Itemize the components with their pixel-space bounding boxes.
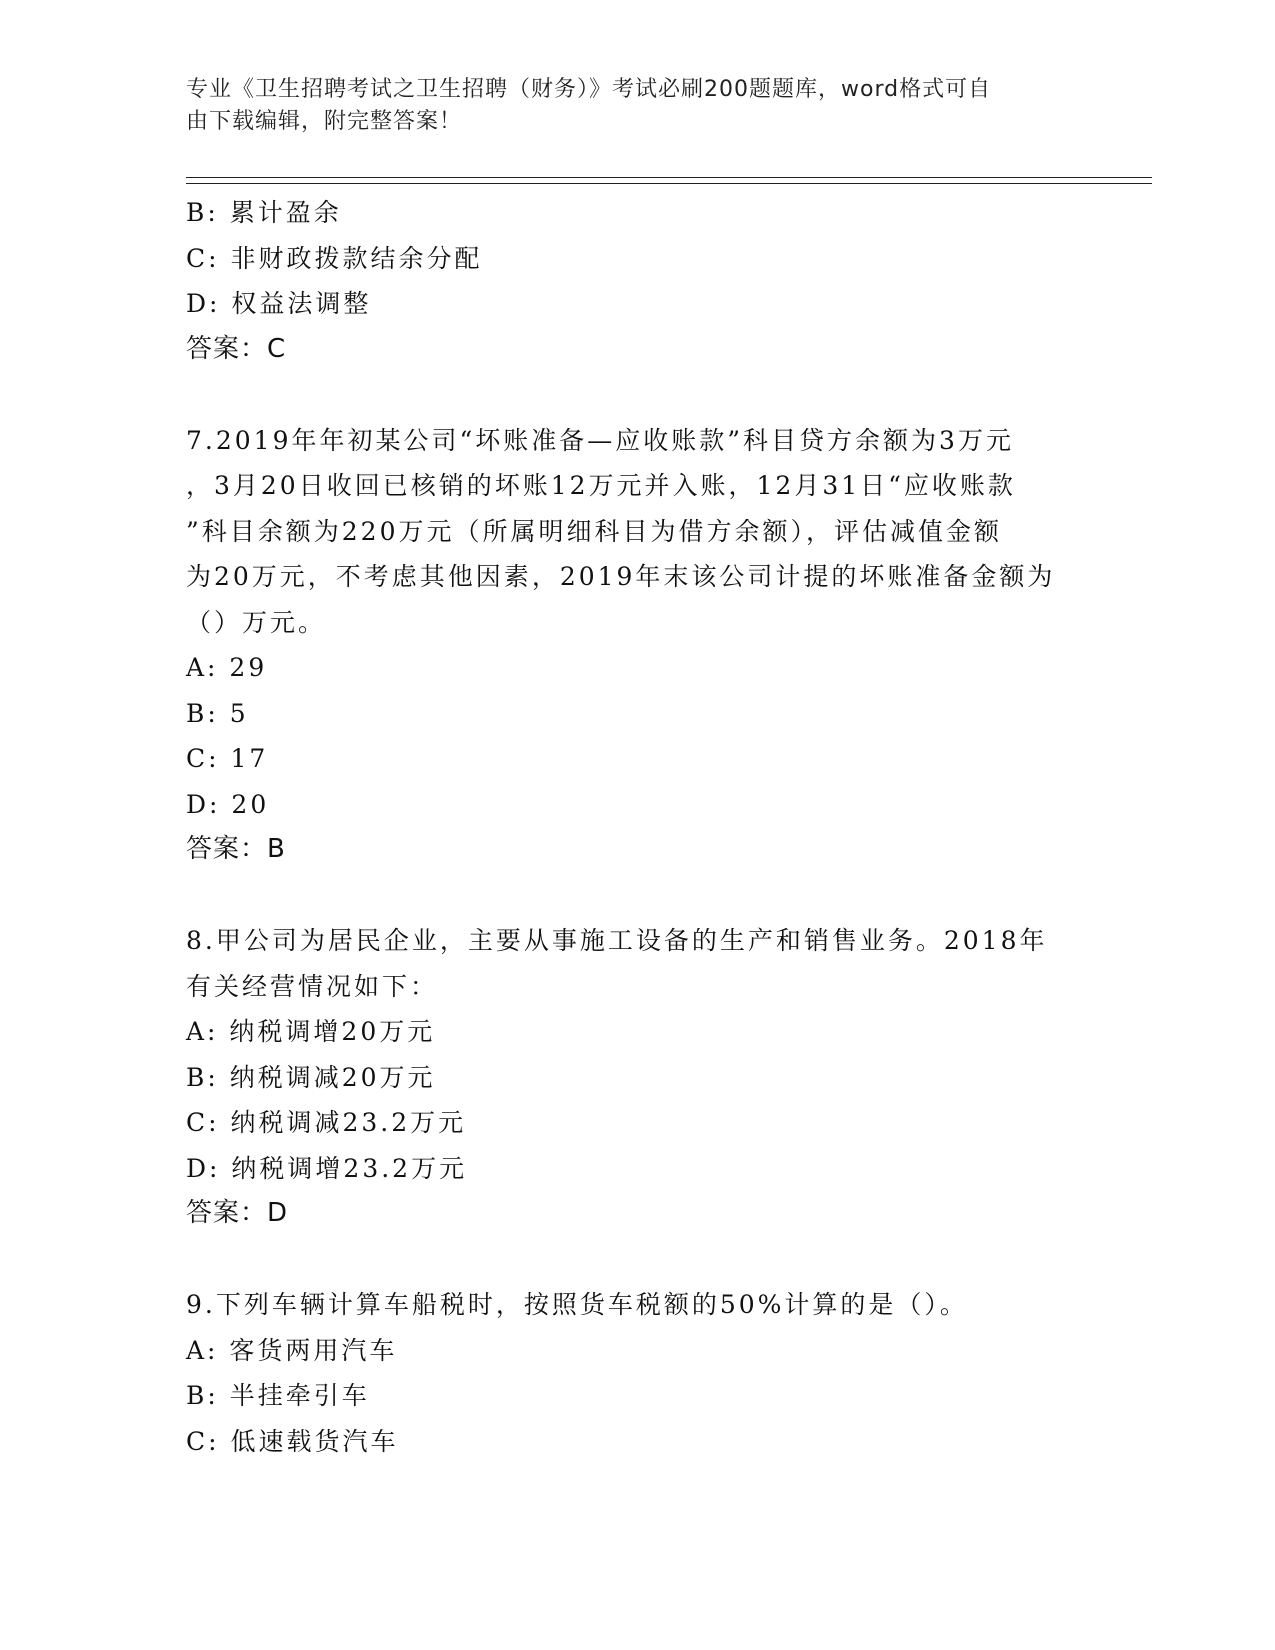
option-a: A: 29 [186, 653, 268, 682]
option-c: C: 非财政拨款结余分配 [186, 243, 483, 273]
option-d: D: 权益法调整 [186, 289, 372, 318]
question-stem-line: 9.下列车辆计算车船税时，按照货车税额的50%计算的是（）。 [186, 1290, 968, 1319]
question-7 [186, 418, 1086, 873]
question-stem-line: 为20万元，不考虑其他因素，2019年末该公司计提的坏账准备金额为 [186, 562, 1056, 591]
option-b: B: 累计盈余 [186, 198, 342, 227]
answer-label: 答案：B [186, 834, 286, 864]
spacer [186, 372, 1086, 418]
question-stem-line: ”科目余额为220万元（所属明细科目为借方余额），评估减值金额 [186, 516, 1003, 546]
header-line-2: 由下载编辑，附完整答案！ [186, 109, 463, 134]
header-line-1: 专业《卫生招聘考试之卫生招聘（财务）》考试必刷200题题库，word格式可自 [186, 77, 992, 102]
spacer [186, 873, 1086, 919]
answer-label: 答案：D [186, 1198, 289, 1228]
question-stem-line: ，3月20日收回已核销的坏账12万元并入账，12月31日“应收账款 [186, 471, 1016, 500]
question-stem-line: 7.2019年年初某公司“坏账准备—应收账款”科目贷方余额为3万元 [186, 425, 1014, 455]
question-9 [186, 1282, 1086, 1464]
question-list [186, 190, 1086, 1464]
option-a: A: 客货两用汽车 [186, 1335, 398, 1365]
answer-label: 答案：C [186, 333, 287, 364]
question-6-continued [186, 190, 1086, 372]
question-8 [186, 918, 1086, 1237]
header-rule-top [186, 177, 1152, 178]
question-stem-line: 8.甲公司为居民企业，主要从事施工设备的生产和销售业务。2018年 [186, 926, 1048, 955]
option-b: B: 半挂牵引车 [186, 1381, 370, 1410]
option-d: D: 20 [186, 789, 270, 819]
option-c: C: 17 [186, 744, 269, 773]
option-c: C: 低速载货汽车 [186, 1426, 399, 1456]
option-b: B: 纳税调减20万元 [186, 1062, 436, 1092]
option-b: B: 5 [186, 698, 249, 728]
spacer [186, 1237, 1086, 1283]
option-d: D: 纳税调增23.2万元 [186, 1153, 468, 1183]
header-rule-bottom [186, 183, 1152, 184]
option-c: C: 纳税调减23.2万元 [186, 1108, 467, 1137]
document-header [186, 74, 1076, 138]
question-stem-line: 有关经营情况如下： [186, 971, 439, 1001]
option-a: A: 纳税调增20万元 [186, 1017, 436, 1046]
question-stem-line: （）万元。 [186, 607, 327, 637]
